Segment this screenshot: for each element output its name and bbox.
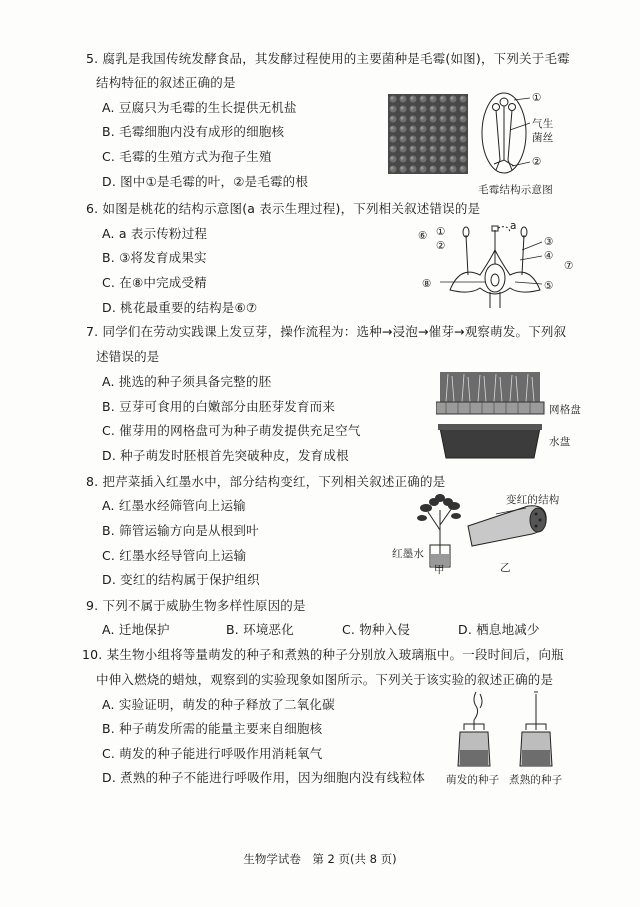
q9-option-b: B. 环境恶化 — [226, 622, 294, 637]
peach-flower-diagram — [430, 220, 560, 310]
q5-option-d: D. 图中①是毛霉的叶，②是毛霉的根 — [102, 174, 309, 189]
mold-label-aerial: 气生 — [532, 118, 554, 130]
q5-option-a: A. 豆腐只为毛霉的生长提供无机盐 — [102, 100, 297, 115]
tray-label-water: 水盘 — [549, 436, 571, 448]
flower-label-8: ⑧ — [422, 278, 432, 290]
flower-label-2: ② — [436, 240, 446, 252]
q7-option-c: C. 催芽用的网格盘可为种子萌发提供充足空气 — [102, 423, 361, 438]
page-footer: 生物学试卷 第 2 页(共 8 页) — [243, 852, 397, 866]
flower-label-4: ④ — [544, 250, 554, 262]
seed-jars-diagram — [450, 690, 570, 770]
q8-stem: 8. 把芹菜插入红墨水中，部分结构变红，下列相关叙述正确的是 — [86, 474, 446, 489]
stem-label-red: 变红的结构 — [506, 494, 560, 506]
q10-option-a: A. 实验证明，萌发的种子释放了二氧化碳 — [102, 697, 335, 712]
q5-option-c: C. 毛霉的生殖方式为孢子生殖 — [102, 149, 272, 164]
q10-option-d: D. 煮熟的种子不能进行呼吸作用，因为细胞内没有线粒体 — [102, 770, 425, 785]
celery-label-jia: 甲 — [434, 564, 445, 576]
q8-option-a: A. 红墨水经筛管向上运输 — [102, 498, 246, 513]
q7-stem-line1: 7. 同学们在劳动实践课上发豆芽，操作流程为：选种→浸泡→催芽→观察萌发。下列叙 — [86, 324, 567, 339]
q10-stem-line2: 中伸入燃烧的蜡烛，观察到的实验现象如图所示。下列关于该实验的叙述正确的是 — [96, 672, 554, 687]
celery-label-ink: 红墨水 — [392, 548, 425, 560]
mold-caption: 毛霉结构示意图 — [478, 184, 553, 196]
mold-label-hyphae: 菌丝 — [532, 132, 554, 144]
q6-option-c: C. 在⑧中完成受精 — [102, 275, 207, 290]
q5-option-b: B. 毛霉细胞内没有成形的细胞核 — [102, 124, 285, 139]
flower-label-3: ③ — [544, 236, 554, 248]
flower-label-1: ① — [436, 226, 446, 238]
flower-label-a: a — [510, 220, 517, 232]
q7-option-b: B. 豆芽可食用的白嫩部分由胚芽发育而来 — [102, 399, 336, 414]
mold-label-2: ② — [532, 156, 542, 168]
q7-option-d: D. 种子萌发时胚根首先突破种皮，发育成根 — [102, 448, 349, 463]
q6-option-b: B. ③将发育成果实 — [102, 250, 207, 265]
q5-stem-line2: 结构特征的叙述正确的是 — [96, 75, 236, 90]
mold-structure-diagram — [472, 88, 572, 178]
flower-label-5: ⑤ — [544, 280, 554, 292]
jar-label-cooked: 煮熟的种子 — [509, 774, 563, 786]
q7-option-a: A. 挑选的种子须具备完整的胚 — [102, 374, 272, 389]
q10-stem-line1: 10. 某生物小组将等量萌发的种子和煮熟的种子分别放入玻璃瓶中。一段时间后，向瓶 — [82, 647, 564, 662]
mold-label-1: ① — [532, 92, 542, 104]
q8-option-d: D. 变红的结构属于保护组织 — [102, 572, 260, 587]
mold-photo — [388, 94, 468, 174]
q9-option-a: A. 迁地保护 — [102, 622, 170, 637]
q8-option-c: C. 红墨水经导管向上运输 — [102, 548, 247, 563]
q7-stem-line2: 述错误的是 — [96, 349, 160, 364]
q10-option-b: B. 种子萌发所需的能量主要来自细胞核 — [102, 721, 323, 736]
tray-label-grid: 网格盘 — [549, 404, 582, 416]
q5-stem-line1: 5. 腐乳是我国传统发酵食品，其发酵过程使用的主要菌种是毛霉(如图)，下列关于毛霉 — [86, 51, 570, 66]
q9-option-d: D. 栖息地减少 — [458, 622, 540, 637]
flower-label-7: ⑦ — [564, 260, 574, 272]
q6-option-a: A. a 表示传粉过程 — [102, 226, 208, 241]
stem-label-yi: 乙 — [500, 562, 511, 574]
sprout-tray-photo — [436, 368, 548, 464]
jar-label-germinating: 萌发的种子 — [446, 774, 500, 786]
q9-stem: 9. 下列不属于威胁生物多样性原因的是 — [86, 598, 306, 613]
q8-option-b: B. 筛管运输方向是从根到叶 — [102, 523, 259, 538]
flower-label-6: ⑥ — [418, 230, 428, 242]
q10-option-c: C. 萌发的种子能进行呼吸作用消耗氧气 — [102, 746, 323, 761]
q6-option-d: D. 桃花最重要的结构是⑥⑦ — [102, 300, 258, 315]
q6-stem: 6. 如图是桃花的结构示意图(a 表示生理过程)，下列相关叙述错误的是 — [86, 201, 481, 216]
q9-option-c: C. 物种入侵 — [342, 622, 411, 637]
